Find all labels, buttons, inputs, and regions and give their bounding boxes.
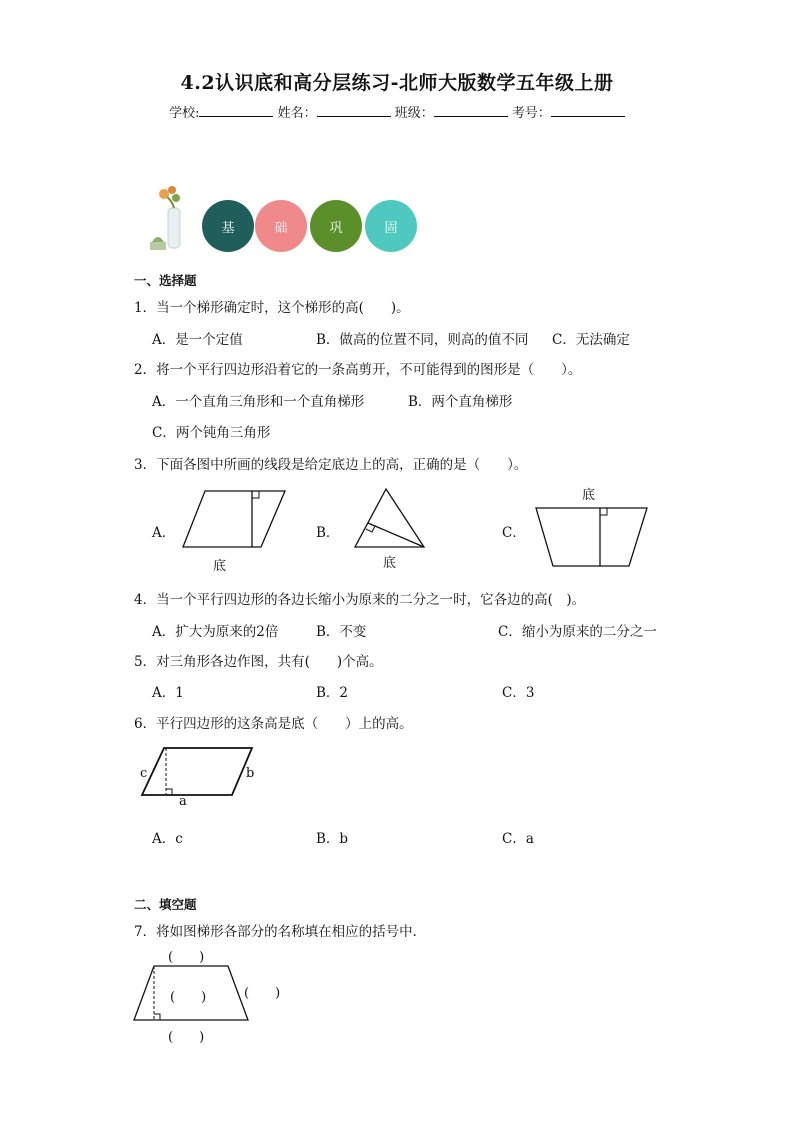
q3-option-b[interactable]: B． <box>316 525 340 541</box>
exam-no-label: 考号： <box>511 106 551 121</box>
q7-blank-top[interactable]: ( ) <box>168 950 205 965</box>
exam-no-blank[interactable] <box>551 104 625 117</box>
q7-blank-bottom[interactable]: ( ) <box>168 1030 205 1045</box>
q6-option-a[interactable]: A．c <box>152 831 183 847</box>
q3-figure-b-triangle <box>352 486 428 550</box>
q6-side-b-label: b <box>246 766 255 781</box>
banner-circle-4: 固 <box>365 200 417 252</box>
banner-circle-3: 巩 <box>310 200 362 252</box>
q3-figure-a-parallelogram <box>180 486 290 552</box>
q4-option-a[interactable]: A．扩大为原来的2倍 <box>152 624 279 640</box>
question-3: 3．下面各图中所画的线段是给定底边上的高，正确的是（ ）。 <box>134 457 528 473</box>
section-heading-fill: 二、填空题 <box>134 897 197 912</box>
name-blank[interactable] <box>317 104 391 117</box>
q3-figure-c-base-label: 底 <box>582 488 596 503</box>
question-4: 4．当一个平行四边形的各边长缩小为原来的二分之一时，它各边的高( )。 <box>134 592 586 608</box>
q2-option-a[interactable]: A．一个直角三角形和一个直角梯形 <box>152 394 365 410</box>
q5-option-c[interactable]: C．3 <box>502 685 535 701</box>
class-blank[interactable] <box>434 104 508 117</box>
q3-figure-c-trapezoid <box>533 505 651 569</box>
q3-figure-b-base-label: 底 <box>383 556 397 571</box>
banner-circle-2: 础 <box>255 200 307 252</box>
q6-side-c-label: c <box>140 766 148 781</box>
q1-option-b[interactable]: B．做高的位置不同，则高的值不同 <box>316 332 529 348</box>
q5-option-a[interactable]: A．1 <box>152 685 184 701</box>
question-7: 7．将如图梯形各部分的名称填在相应的括号中． <box>134 924 427 940</box>
q3-option-c[interactable]: C． <box>502 525 526 541</box>
question-5: 5．对三角形各边作图，共有( )个高。 <box>134 654 383 670</box>
q6-option-c[interactable]: C．a <box>502 831 534 847</box>
name-label: 姓名： <box>277 106 317 121</box>
q3-option-a[interactable]: A． <box>152 525 176 541</box>
question-6: 6．平行四边形的这条高是底（ ）上的高。 <box>134 716 413 732</box>
q6-side-a-label: a <box>179 794 187 809</box>
q3-figure-a-base-label: 底 <box>213 559 227 574</box>
q1-option-c[interactable]: C．无法确定 <box>552 332 630 348</box>
class-label: 班级： <box>394 106 434 121</box>
section-heading-choice: 一、选择题 <box>134 273 197 288</box>
school-blank[interactable] <box>199 104 273 117</box>
plant-vase-icon <box>146 186 196 254</box>
school-label: 学校: <box>169 106 200 121</box>
q2-option-c[interactable]: C．两个钝角三角形 <box>152 425 271 441</box>
q4-option-b[interactable]: B．不变 <box>316 624 367 640</box>
q6-option-b[interactable]: B．b <box>316 831 349 847</box>
question-1: 1．当一个梯形确定时，这个梯形的高( )。 <box>134 300 410 316</box>
student-info-line <box>0 102 794 121</box>
q6-figure-parallelogram <box>136 744 262 810</box>
page-title: 4.2认识底和高分层练习-北师大版数学五年级上册 <box>180 72 614 94</box>
q7-blank-right[interactable]: ( ) <box>244 986 281 1001</box>
q2-option-b[interactable]: B．两个直角梯形 <box>408 394 513 410</box>
q7-blank-middle[interactable]: ( ) <box>170 990 207 1005</box>
q1-option-a[interactable]: A．是一个定值 <box>152 332 243 348</box>
q4-option-c[interactable]: C．缩小为原来的二分之一 <box>498 624 657 640</box>
q5-option-b[interactable]: B．2 <box>316 685 349 701</box>
question-2: 2．将一个平行四边形沿着它的一条高剪开，不可能得到的图形是（ ）。 <box>134 362 582 378</box>
banner-circle-1: 基 <box>202 200 254 252</box>
